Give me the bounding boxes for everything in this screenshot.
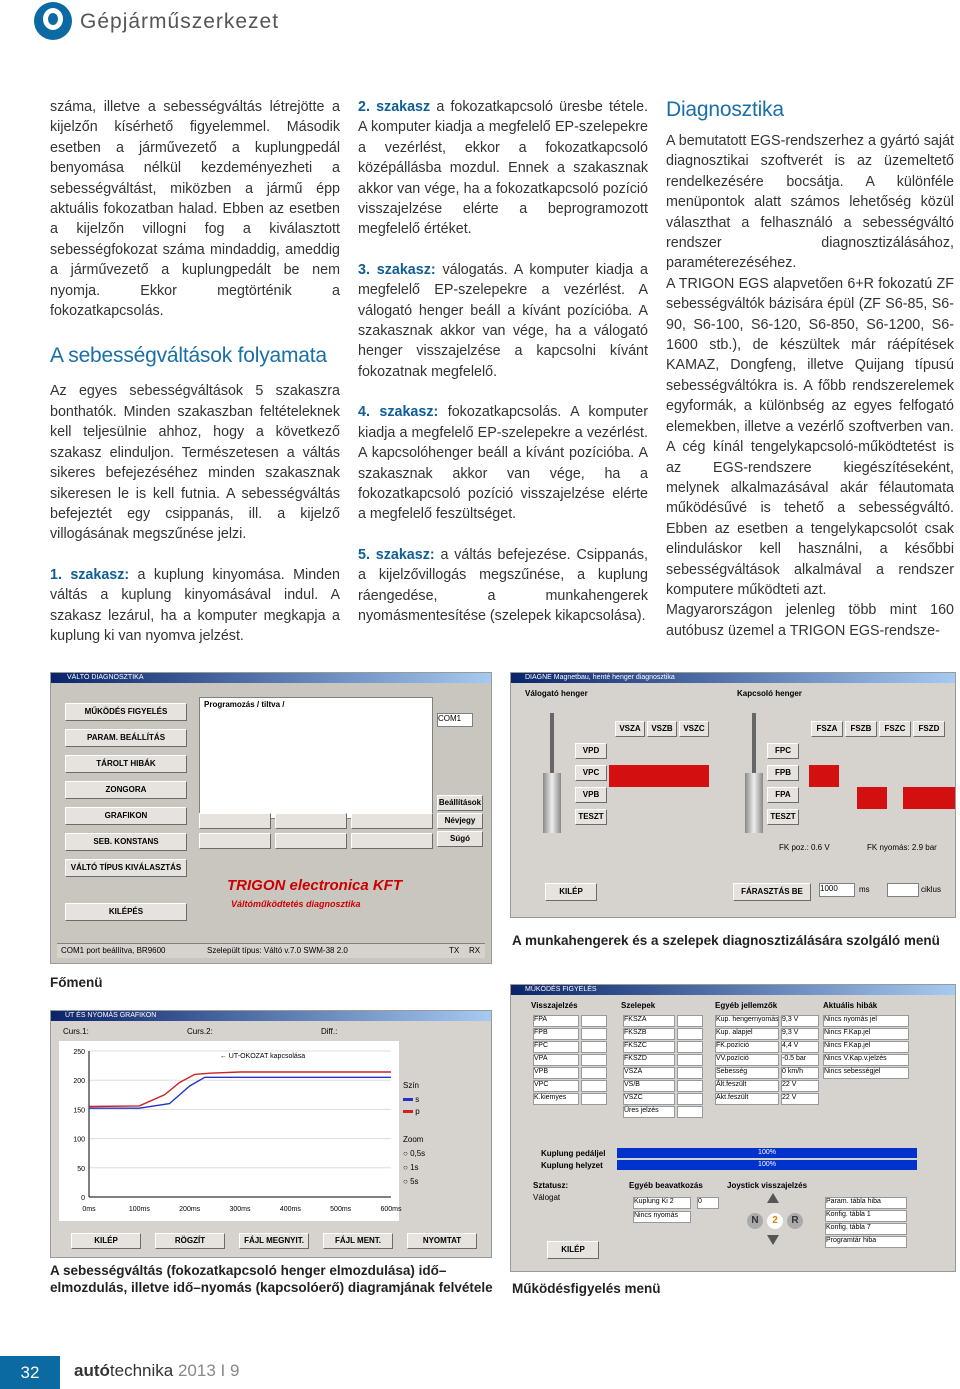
progress-1: 100%	[617, 1148, 917, 1158]
valve-indicator	[677, 1067, 703, 1079]
program-panel	[199, 697, 433, 819]
column-3	[666, 97, 954, 641]
caption-fomenu: Főmenü	[50, 975, 103, 990]
brand-a: autó	[74, 1361, 110, 1380]
param-name: Kup. alapjel	[715, 1028, 779, 1040]
valve-item: VSZA	[623, 1067, 675, 1079]
disabled-button	[275, 813, 347, 829]
window-title: MŰKÖDÉS FIGYELÉS	[525, 986, 597, 993]
clutch-position-label: Kuplung helyzet	[541, 1161, 603, 1170]
brand-sub: Váltóműködtetés diagnosztika	[231, 899, 361, 909]
zoom-title: Zoom	[403, 1135, 424, 1144]
feedback-indicator	[581, 1067, 607, 1079]
status-port: COM1 port beállítva, BR9600	[61, 946, 166, 955]
valve-indicator	[677, 1093, 703, 1105]
issue: 2013 I 9	[177, 1361, 240, 1380]
active-bar	[903, 787, 955, 809]
group-label-right: Kapcsoló henger	[737, 689, 802, 698]
joystick-position: N	[747, 1213, 763, 1229]
window-title-bar	[511, 673, 955, 683]
grey-buttons-row	[199, 813, 431, 853]
feedback-indicator	[581, 1015, 607, 1027]
feedback-indicator	[581, 1041, 607, 1053]
cycle-label: ciklus	[921, 885, 942, 894]
x-tick-label: 500ms	[330, 1206, 352, 1213]
chart-button[interactable]: FÁJL MENT.	[323, 1233, 393, 1249]
clutch-pedal-label: Kuplung pedáljel	[541, 1149, 606, 1158]
param-value: 9,3 V	[781, 1028, 819, 1040]
valve-label[interactable]: VSZB	[647, 721, 677, 737]
active-bar	[809, 765, 839, 787]
y-tick-label: 150	[73, 1107, 85, 1115]
zoom-option[interactable]: ○ 0,5s	[403, 1149, 426, 1158]
menu-button[interactable]: KILÉPÉS	[65, 903, 187, 921]
stage-label: 5. szakasz:	[358, 546, 435, 563]
disabled-button	[199, 833, 271, 849]
paragraph-stage-4	[358, 402, 648, 524]
stage-text: a kuplung kinyomása. Minden váltás a kuplung kinyomásával indul. A szakasz lezárul, ha a komputer megkapja a kuplung ki van nyomva jelzést.	[50, 566, 341, 644]
group-title: Visszajelzés	[531, 1001, 578, 1010]
joystick-title: Joystick visszajelzés	[727, 1181, 808, 1190]
cylinder-right	[743, 713, 765, 833]
stage-label: 1. szakasz:	[50, 566, 130, 583]
valve-label[interactable]: FSZD	[913, 721, 945, 737]
y-tick-label: 100	[73, 1136, 85, 1144]
y-tick-label: 0	[81, 1195, 85, 1202]
caption-munkahenger: A munkahengerek és a szelepek diagnosztizálására szolgáló menü	[512, 933, 940, 948]
other-intervention-title: Egyéb beavatkozás	[629, 1181, 703, 1190]
section-heading: Diagnosztika	[666, 98, 784, 121]
paragraph-stage-1	[50, 565, 340, 647]
valve-item: FKSZC	[623, 1041, 675, 1053]
window-title: DIAGNE Magnetbau, henté henger diagnosztika	[525, 674, 675, 681]
active-bar	[857, 787, 887, 809]
valve-label[interactable]: VSZA	[615, 721, 645, 737]
stage-text: a fokozatkapcsoló üresbe tétele. A komputer kiadja a megfelelő EP-szelepekre a vezérlést, ekkor a fokozatkapcsoló középállásba mozdul. Ennek a szakasznak akkor van vége, ha a fokozatkapcsoló pozíció visszajelzése elérte a beprogramozott megfelelő értéket.	[358, 99, 648, 238]
status-label: Sztatusz:	[533, 1181, 569, 1190]
group-title: Szelepek	[621, 1001, 656, 1010]
config-error: Programtár hiba	[825, 1236, 907, 1248]
paragraph: száma, illetve a sebességváltás létrejötte a kijelzőn kísérhető figyelemmel. Második esetben a járművezető a kuplungpedál benyomása nélkül kezdeményezheti a sebességváltást, miközben a jármű épp aktuális fokozatban halad. Ebben az esetben a kijelzőn villogni fog a kiválasztott sebességfokozat száma mindaddig, ameddig a járművezető a kuplungpedált be nem nyomja. Ekkor megtörténik a fokozatkapcsolás.	[50, 99, 340, 320]
param-name: VV.pozíció	[715, 1054, 779, 1066]
screenshot-fomenu	[50, 672, 492, 964]
stage-label: 2. szakasz	[358, 99, 431, 115]
fk-pressure: FK nyomás: 2.9 bar	[867, 843, 937, 852]
caption-grafikon: A sebességváltás (fokozatkapcsoló henger elmozdulása) idő–elmozdulás, illetve idő–nyomás (kapcsolóerő) diagramjának felvétele	[50, 1263, 493, 1295]
progress-2: 100%	[617, 1160, 917, 1170]
param-value: -0.5 bar	[781, 1054, 819, 1066]
feedback-item: VPA	[533, 1054, 579, 1066]
row-label[interactable]: FPC	[767, 743, 799, 759]
paragraph: A TRIGON EGS alapvetően 6+R fokozatú ZF sebességváltók bázisára épül (ZF S6-85, S6-90, S6-100, S6-120, S6-850, S6-1200, S6-1600 stb.), de készültek már ráépítések KAMAZ, Dongfeng, illetve Quijang típusú sebességváltókra is. A főbb rendszerelemek egyformák, a különbség az egyes felfogató elemekben, illetve a vezérlő szoftverben van. A cég kínál tengelykapcsoló-működtetést is az EGS-rendszere kiegészítéseként, melynek alkalmazásával akár félautomata működésűvé is tehető a sebességváltó. Ebben az esetben a tengelykapcsolót csak elinduláskor kell használni, a későbbi sebességváltások alkalmával a rendszer komputere működteti azt.	[666, 275, 954, 598]
menu-button[interactable]: VÁLTÓ TÍPUS KIVÁLASZTÁS	[65, 859, 187, 877]
feedback-indicator	[581, 1028, 607, 1040]
config-error: Konfig. tábla 1	[825, 1210, 907, 1222]
stage-label: 3. szakasz:	[358, 261, 436, 278]
valve-indicator	[677, 1041, 703, 1053]
cylinder-left	[541, 713, 563, 833]
valve-indicator	[677, 1028, 703, 1040]
x-tick-label: 200ms	[179, 1206, 201, 1213]
active-bar	[609, 765, 709, 787]
status-tx: TX	[449, 946, 460, 955]
row-label[interactable]: FPB	[767, 765, 799, 781]
zoom-option[interactable]: ○ 5s	[403, 1177, 419, 1186]
joystick-position: 2	[767, 1213, 783, 1229]
chart-button[interactable]: RÖGZÍT	[155, 1233, 225, 1249]
disabled-button	[275, 833, 347, 849]
group-label-left: Válogató henger	[525, 689, 588, 698]
paragraph: A bemutatott EGS-rendszerhez a gyártó saját diagnosztikai szoftverét is az üzemeltető rendelkezésére bocsátja. A különféle menüpontok alatt számos lehetőség közül választhat a felhasználó a sebességváltó rendszer diagnosztizálásához, paraméterezéséhez.	[666, 133, 954, 272]
paragraph-stage-5	[358, 545, 648, 627]
publication	[74, 1361, 239, 1381]
status-value: Válogat	[533, 1193, 561, 1202]
magazine-logo	[34, 2, 72, 40]
feedback-item: VPB	[533, 1067, 579, 1079]
group-title: Egyéb jellemzők	[715, 1001, 778, 1010]
help-button[interactable]: Súgó	[437, 831, 483, 847]
config-error: Konfig. tábla 7	[825, 1223, 907, 1235]
feedback-item: FPB	[533, 1028, 579, 1040]
fatigue-button[interactable]: FÁRASZTÁS BE	[733, 883, 811, 901]
stage-label: 4. szakasz:	[358, 404, 439, 421]
feedback-item: VPC	[533, 1080, 579, 1092]
window-title-bar	[511, 985, 955, 995]
window-title-bar	[51, 1011, 491, 1021]
cursor-1-label: Curs.1:	[63, 1027, 89, 1036]
cycle-input[interactable]	[887, 883, 919, 897]
status-rx: RX	[469, 946, 481, 955]
valve-item: FKSZA	[623, 1015, 675, 1027]
stage-text: fokozatkapcsolás. A komputer kiadja a megfelelő EP-szelepekre a vezérlést. A kapcsolóhenger beáll a kívánt pozícióba. A szakasznak akkor van vége, ha a fokozatkapcsoló pozíció visszajelzése elérte a megfelelő feszültséget.	[358, 404, 648, 523]
paragraph-stage-2	[358, 97, 648, 240]
disabled-button	[351, 833, 433, 849]
page-number: 32	[0, 1356, 60, 1389]
value-zero: 0	[697, 1197, 719, 1209]
ms-unit: ms	[859, 885, 870, 894]
caption-mukodes: Működésfigyelés menü	[512, 1281, 661, 1296]
section-title: Gépjárműszerkezet	[80, 10, 280, 33]
clutch-off: Kuplung Ki 2	[633, 1197, 691, 1209]
annotation: ← UT-OKOZAT kapcsolása	[219, 1053, 306, 1061]
chart-button[interactable]: FÁJL MEGNYIT.	[239, 1233, 309, 1249]
cursor-2-label: Curs.2:	[187, 1027, 213, 1036]
column-2	[358, 97, 648, 626]
error-item: Nincs nyomás jel	[823, 1015, 909, 1027]
about-button[interactable]: Névjegy	[437, 813, 483, 829]
legend-title: Szín	[403, 1081, 420, 1090]
com-select[interactable]: COM1	[437, 713, 473, 727]
disabled-button	[199, 813, 271, 829]
param-value: 9,3 V	[781, 1015, 819, 1027]
menu-button[interactable]: PARAM. BEÁLLÍTÁS	[65, 729, 187, 747]
valve-indicator	[677, 1054, 703, 1066]
row-label[interactable]: TESZT	[767, 809, 799, 825]
valve-indicator	[677, 1015, 703, 1027]
valve-indicator	[677, 1106, 703, 1118]
y-tick-label: 250	[73, 1049, 85, 1056]
window-title-bar	[51, 673, 491, 683]
group-title: Aktuális hibák	[823, 1001, 878, 1010]
stage-text: válogatás. A komputer kiadja a megfelelő EP-szelepekre a vezérlést. A válogató henger beáll a kívánt pozícióba. A szakasznak akkor van vége, ha a válogató henger visszajelzése a kapcsolni kívánt fokozatnak megfelelő.	[358, 261, 648, 380]
row-label[interactable]: VPC	[575, 765, 607, 781]
row-label[interactable]: FPA	[767, 787, 799, 803]
feedback-item: FPC	[533, 1041, 579, 1053]
series-line-s	[89, 1077, 391, 1108]
valve-label[interactable]: FSZB	[845, 721, 877, 737]
menu-button[interactable]: GRAFIKON	[65, 807, 187, 825]
window-title: ÚT ÉS NYOMÁS GRAFIKON	[65, 1012, 157, 1019]
x-tick-label: 600ms	[380, 1206, 402, 1213]
legend-p: p	[403, 1107, 420, 1116]
exit-button[interactable]: KILÉP	[547, 1241, 599, 1259]
chart	[59, 1041, 402, 1221]
error-item: Nincs sebességjel	[823, 1067, 909, 1079]
menu-button[interactable]: TÁROLT HIBÁK	[65, 755, 187, 773]
brand-b: technika	[109, 1361, 174, 1380]
row-label[interactable]: VPD	[575, 743, 607, 759]
error-item: Nincs V.Kap.v.jelzés	[823, 1054, 909, 1066]
section-heading: A sebességváltások folyamata	[50, 344, 327, 368]
config-error: Param. tábla hiba	[825, 1197, 907, 1209]
valve-item: VSZC	[623, 1093, 675, 1105]
param-name: Ált.feszült	[715, 1080, 779, 1092]
brand-logo: TRIGON electronica KFT	[227, 877, 403, 894]
x-tick-label: 300ms	[229, 1206, 251, 1213]
joystick-position: R	[787, 1213, 803, 1229]
param-value: 22 V	[781, 1093, 819, 1105]
valve-label[interactable]: VSZC	[679, 721, 709, 737]
column-1	[50, 97, 340, 646]
settings-button[interactable]: Beállítások	[437, 795, 483, 811]
param-value: 22 V	[781, 1080, 819, 1092]
stage-text: a váltás befejezése. Csippanás, a kijelzővillogás megszűnése, a kuplung ráengedése, a munkahengerek nyomásmentesítése (szelepek kikapcsolása).	[358, 546, 648, 624]
fk-position: FK poz.: 0.6 V	[779, 843, 830, 852]
valve-label[interactable]: FSZA	[811, 721, 843, 737]
valve-indicator	[677, 1080, 703, 1092]
param-name: Akt.feszült	[715, 1093, 779, 1105]
window-title: VÁLTÓ DIAGNOSZTIKA	[67, 674, 144, 681]
joystick-down-icon	[767, 1235, 779, 1245]
exit-button[interactable]: KILÉP	[545, 883, 597, 901]
x-tick-label: 400ms	[279, 1206, 301, 1213]
param-name: Kup. hengernyomás	[715, 1015, 779, 1027]
feedback-item: K.kiemyes	[533, 1093, 579, 1105]
chart-button[interactable]: NYOMTAT	[407, 1233, 477, 1249]
valve-item: Üres jelzés	[623, 1106, 675, 1118]
status-bar	[57, 943, 485, 958]
menu-button[interactable]: ZONGORA	[65, 781, 187, 799]
disabled-button	[351, 813, 433, 829]
y-tick-label: 50	[77, 1165, 85, 1173]
menu-button[interactable]: SEB. KONSTANS	[65, 833, 187, 851]
screenshot-grafikon	[50, 1010, 492, 1258]
x-tick-label: 0ms	[82, 1206, 96, 1213]
diff-label: Diff.:	[321, 1027, 338, 1036]
row-label[interactable]: VPB	[575, 787, 607, 803]
valve-item: FKSZD	[623, 1054, 675, 1066]
paragraph: Magyarországon jelenleg több mint 160 autóbusz üzemel a TRIGON EGS-rendsze-	[666, 602, 954, 639]
feedback-indicator	[581, 1080, 607, 1092]
screenshot-munkahenger	[510, 672, 956, 918]
paragraph: Az egyes sebességváltások 5 szakaszra bonthatók. Minden szakaszban feltételeknek kell teljesülnie ahhoz, hogy a következő szakasz elinduljon. Természetesen a váltás sikeres befejezéséhez minden szakasznak sikeresen le is kell futnia. A sebességváltás befejeztét egy csippanás, ill. a kijelző villogásának megszűnése jelzi.	[50, 383, 340, 543]
param-value: 4,4 V	[781, 1041, 819, 1053]
screenshot-mukodes	[510, 984, 956, 1272]
valve-label[interactable]: FSZC	[879, 721, 911, 737]
ms-input[interactable]: 1000	[819, 883, 855, 897]
param-name: Sebesség	[715, 1067, 779, 1079]
y-tick-label: 200	[73, 1078, 85, 1086]
valve-item: VS/B	[623, 1080, 675, 1092]
chart-button[interactable]: KILÉP	[71, 1233, 141, 1249]
feedback-indicator	[581, 1093, 607, 1105]
status-type: Szelepült típus: Váltó v.7.0 SWM-38 2.0	[207, 946, 348, 955]
x-tick-label: 100ms	[128, 1206, 150, 1213]
error-item: Nincs F.Kap.jel	[823, 1041, 909, 1053]
menu-button[interactable]: MŰKÖDÉS FIGYELÉS	[65, 703, 187, 721]
param-value: 0 km/h	[781, 1067, 819, 1079]
zoom-option[interactable]: ○ 1s	[403, 1163, 419, 1172]
legend-s: s	[403, 1095, 419, 1104]
valve-item: FKSZB	[623, 1028, 675, 1040]
paragraph-stage-3	[358, 260, 648, 382]
param-name: FK.pozíció	[715, 1041, 779, 1053]
row-label[interactable]: TESZT	[575, 809, 607, 825]
error-item: Nincs F.Kap.jel	[823, 1028, 909, 1040]
joystick-up-icon	[767, 1193, 779, 1203]
program-label: Programozás / tiltva /	[204, 700, 285, 709]
no-pressure: Nincs nyomás	[633, 1211, 691, 1223]
feedback-item: FPA	[533, 1015, 579, 1027]
feedback-indicator	[581, 1054, 607, 1066]
